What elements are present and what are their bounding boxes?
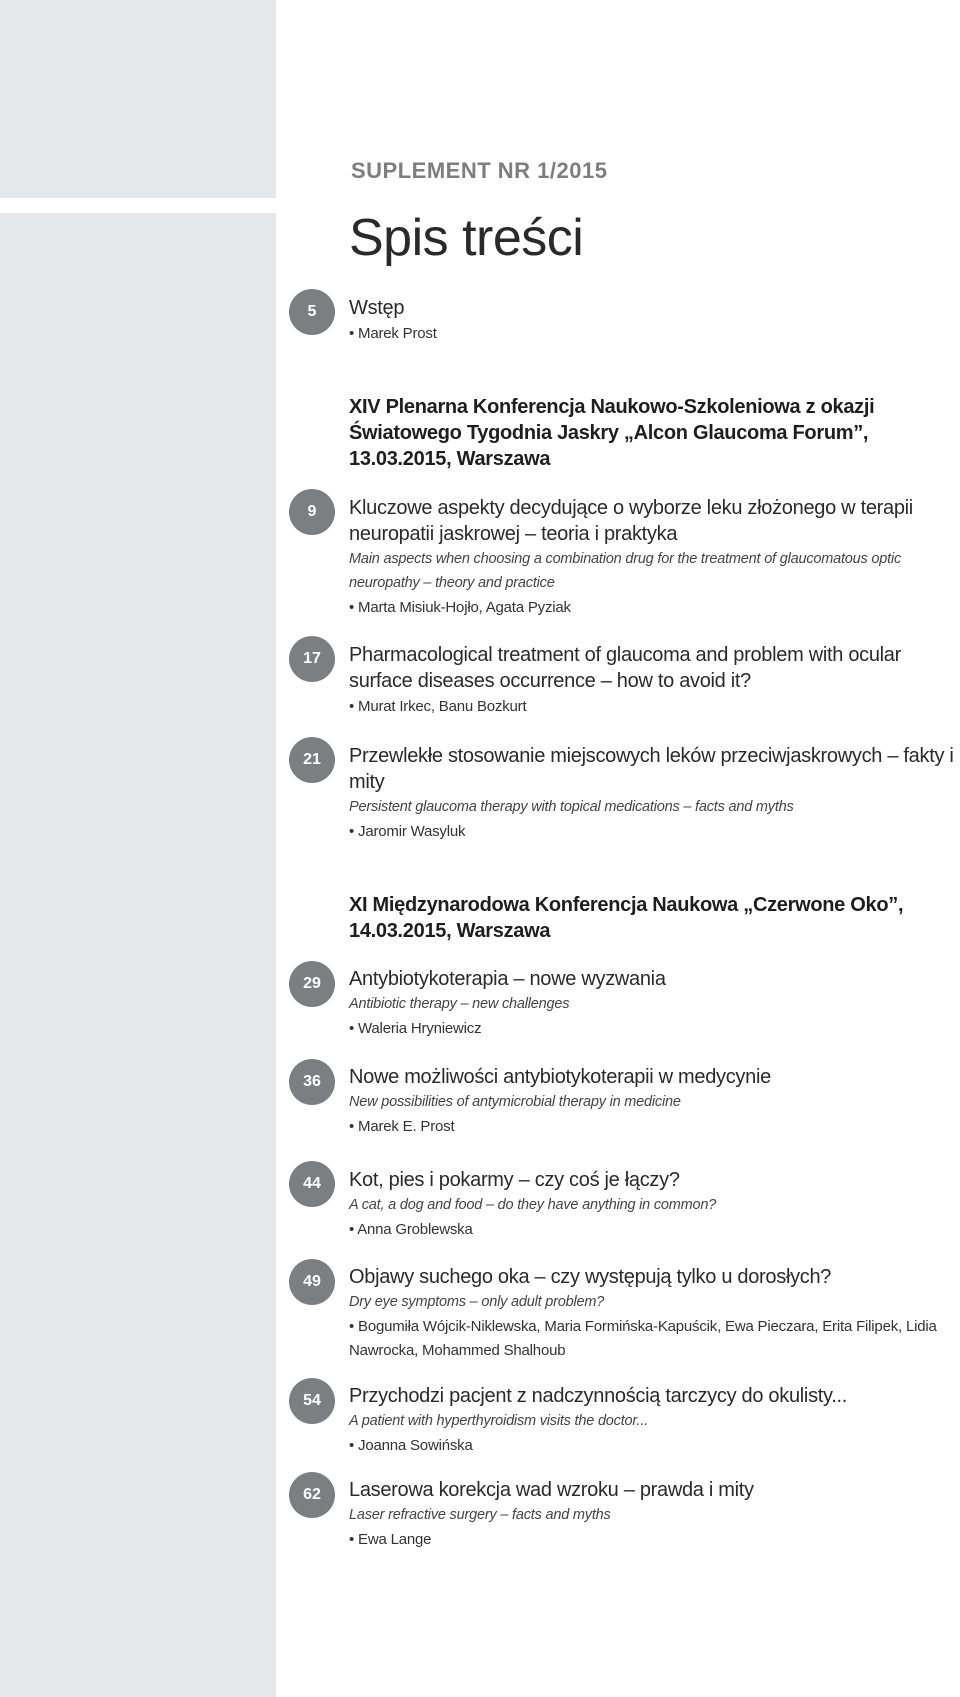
toc-entry[interactable]: [349, 743, 960, 844]
entry-subtitle: Laser refractive surgery – facts and myths: [349, 1507, 611, 1523]
toc-entry[interactable]: [349, 1477, 960, 1552]
entry-title[interactable]: Przewlekłe stosowanie miejscowych leków przeciwjaskrowych – fakty i mity: [349, 745, 954, 793]
page-number-badge: 44: [289, 1161, 335, 1207]
page-number-badge: 21: [289, 737, 335, 783]
entry-title[interactable]: Przychodzi pacjent z nadczynnością tarczycy do okulisty...: [349, 1385, 848, 1407]
entry-title[interactable]: Objawy suchego oka – czy występują tylko u dorosłych?: [349, 1266, 832, 1288]
toc-entry[interactable]: [349, 966, 960, 1041]
page-number-badge: 17: [289, 636, 335, 682]
entry-authors: • Marek Prost: [349, 325, 437, 342]
toc-entry[interactable]: [349, 1264, 960, 1363]
page-number-badge: 36: [289, 1059, 335, 1105]
page-number-badge: 5: [289, 289, 335, 335]
toc-entry[interactable]: [349, 495, 960, 620]
entry-subtitle: Main aspects when choosing a combination drug for the treatment of glaucomatous optic neuropathy – theory and practice: [349, 551, 902, 591]
entry-subtitle: A cat, a dog and food – do they have anything in common?: [349, 1197, 717, 1213]
entry-authors: • Marta Misiuk-Hojło, Agata Pyziak: [349, 599, 571, 616]
entry-title[interactable]: Kluczowe aspekty decydujące o wyborze leku złożonego w terapii neuropatii jaskrowej – teoria i praktyka: [349, 497, 913, 545]
entry-title[interactable]: Nowe możliwości antybiotykoterapii w medycynie: [349, 1066, 771, 1088]
toc-entry[interactable]: [349, 642, 960, 719]
entry-subtitle: A patient with hyperthyroidism visits the doctor...: [349, 1413, 648, 1429]
entry-authors: • Murat Irkec, Banu Bozkurt: [349, 698, 527, 715]
page-number-badge: 9: [289, 489, 335, 535]
entry-title[interactable]: Laserowa korekcja wad wzroku – prawda i mity: [349, 1479, 754, 1501]
entry-subtitle: Antibiotic therapy – new challenges: [349, 996, 570, 1012]
page-number-badge: 29: [289, 961, 335, 1007]
entry-authors: • Jaromir Wasyluk: [349, 823, 466, 840]
entry-authors: • Bogumiła Wójcik-Niklewska, Maria Formińska-Kapuścik, Ewa Pieczara, Erita Filipek, Lidia Nawrocka, Mohammed Shalhoub: [349, 1318, 937, 1359]
section-heading: XI Międzynarodowa Konferencja Naukowa „Czerwone Oko”, 14.03.2015, Warszawa: [349, 894, 904, 942]
section-heading: XIV Plenarna Konferencja Naukowo-Szkoleniowa z okazji Światowego Tygodnia Jaskry „Alcon Glaucoma Forum”, 13.03.2015, Warszawa: [349, 396, 875, 470]
entry-title[interactable]: Antybiotykoterapia – nowe wyzwania: [349, 968, 666, 990]
page-title: Spis treści: [349, 209, 584, 267]
entry-authors: • Ewa Lange: [349, 1531, 432, 1548]
entry-title[interactable]: Pharmacological treatment of glaucoma and problem with ocular surface diseases occurrence – how to avoid it?: [349, 644, 901, 692]
toc-entry[interactable]: [349, 1167, 960, 1242]
entry-subtitle: Dry eye symptoms – only adult problem?: [349, 1294, 605, 1310]
entry-authors: • Marek E. Prost: [349, 1118, 455, 1135]
toc-entry[interactable]: [349, 1064, 960, 1139]
side-band: [0, 213, 276, 1697]
entry-title[interactable]: Kot, pies i pokarmy – czy coś je łączy?: [349, 1169, 680, 1191]
entry-authors: • Anna Groblewska: [349, 1221, 473, 1238]
toc-entry[interactable]: [349, 295, 960, 346]
entry-authors: • Joanna Sowińska: [349, 1437, 473, 1454]
entry-subtitle: Persistent glaucoma therapy with topical medications – facts and myths: [349, 799, 794, 815]
page-number-badge: 49: [289, 1259, 335, 1305]
entry-title[interactable]: Wstęp: [349, 297, 405, 319]
entry-authors: • Waleria Hryniewicz: [349, 1020, 482, 1037]
page-number-badge: 62: [289, 1472, 335, 1518]
entry-subtitle: New possibilities of antymicrobial therapy in medicine: [349, 1094, 681, 1110]
supplement-label: SUPLEMENT NR 1/2015: [351, 158, 608, 183]
toc-entry[interactable]: [349, 1383, 960, 1458]
page-number-badge: 54: [289, 1378, 335, 1424]
side-band-top: [0, 0, 276, 198]
